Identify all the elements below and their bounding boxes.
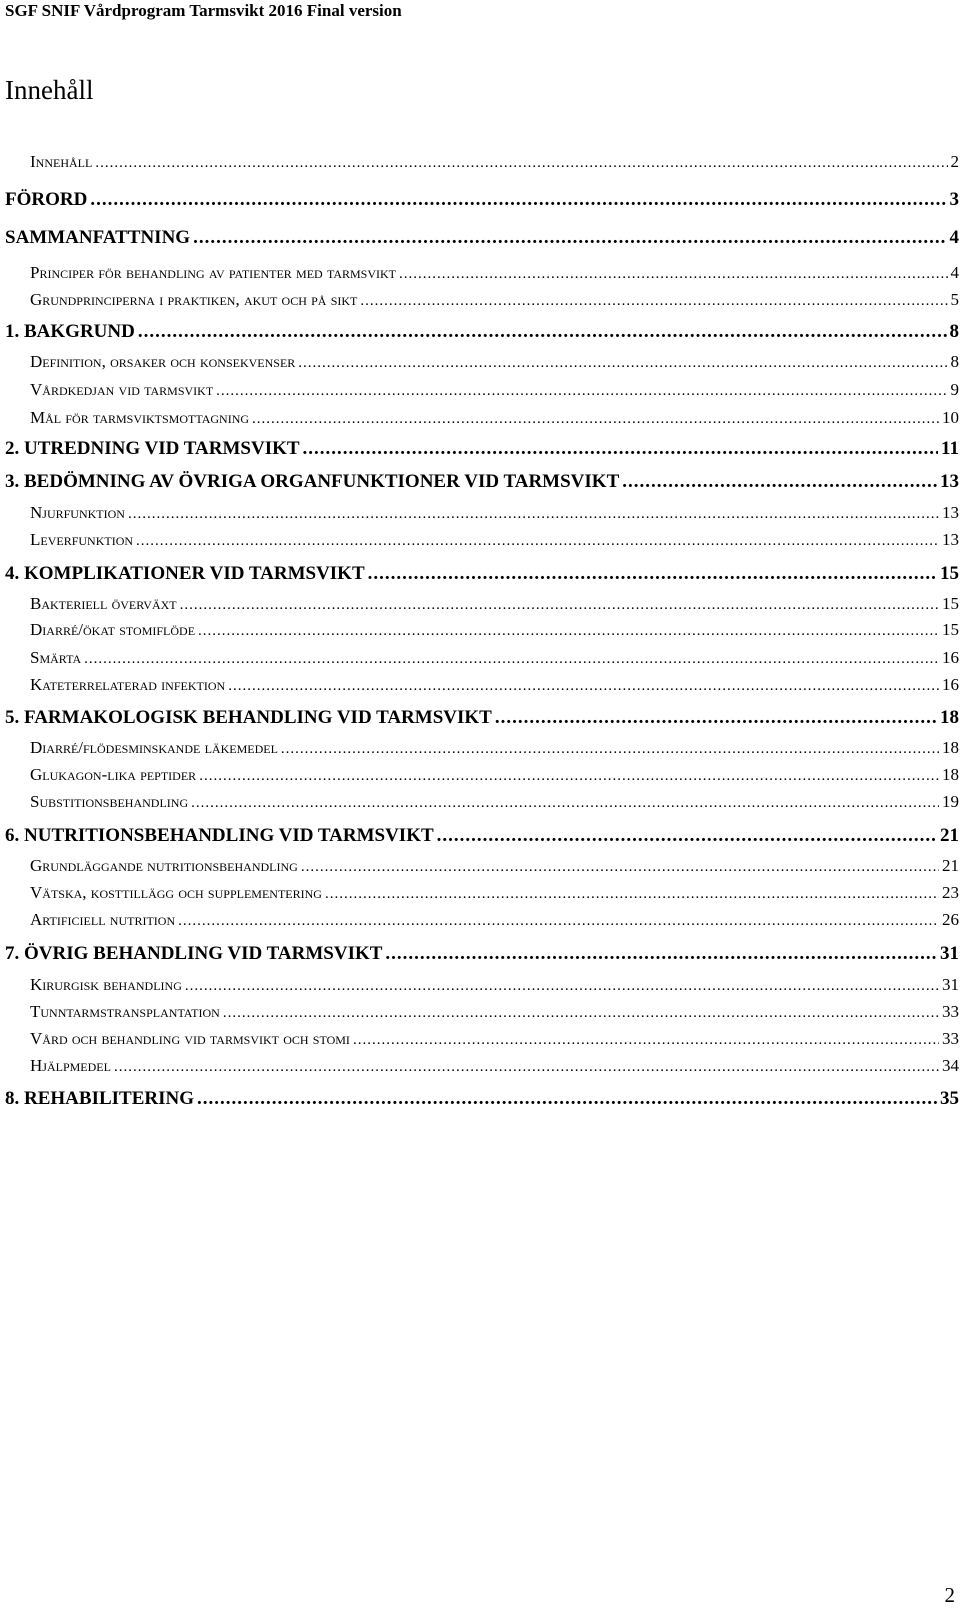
toc-entry-page-number: 3 (949, 189, 959, 210)
toc-section-entry[interactable] (30, 152, 959, 173)
toc-entry-page-number: 31 (940, 943, 959, 964)
document-header: SGF SNIF Vårdprogram Tarmsvikt 2016 Final version (5, 1, 402, 20)
toc-chapter-entry[interactable] (5, 1087, 959, 1111)
toc-dot-leader (301, 857, 939, 877)
toc-entry-label: Innehåll (30, 152, 93, 171)
toc-dot-leader (360, 291, 947, 311)
toc-entry-label: Njurfunktion (30, 503, 125, 522)
toc-entry-label: Diarré/flödesminskande läkemedel (30, 738, 278, 757)
toc-dot-leader (252, 409, 939, 429)
toc-entry-page-number: 21 (940, 825, 959, 846)
toc-entry-page-number: 2 (950, 152, 959, 171)
toc-entry-label: Kirurgisk behandling (30, 975, 182, 994)
toc-dot-leader (114, 1057, 939, 1077)
toc-section-entry[interactable] (30, 352, 959, 373)
toc-dot-leader (95, 153, 947, 173)
toc-dot-leader (197, 1087, 937, 1111)
toc-section-entry[interactable] (30, 620, 959, 641)
toc-entry-page-number: 11 (941, 438, 959, 459)
toc-section-entry[interactable] (30, 648, 959, 669)
toc-section-entry[interactable] (30, 675, 959, 696)
toc-entry-label: 4. KOMPLIKATIONER VID TARMSVIKT (5, 563, 365, 584)
toc-chapter-entry[interactable] (5, 824, 959, 848)
toc-dot-leader (90, 188, 946, 212)
toc-entry-page-number: 31 (942, 975, 959, 994)
toc-entry-label: Hjälpmedel (30, 1056, 111, 1075)
toc-section-entry[interactable] (30, 594, 959, 615)
toc-entry-label: Substitionsbehandling (30, 792, 189, 811)
toc-entry-label: Leverfunktion (30, 530, 134, 549)
toc-entry-page-number: 34 (942, 1056, 959, 1075)
toc-chapter-entry[interactable] (5, 942, 959, 966)
toc-entry-label: Principer för behandling av patienter med tarmsvikt (30, 263, 397, 282)
toc-entry-label: 8. REHABILITERING (5, 1088, 194, 1109)
page-number: 2 (944, 1583, 955, 1607)
toc-chapter-entry[interactable] (5, 470, 959, 494)
toc-entry-label: Tunntarmstransplantation (30, 1002, 220, 1021)
toc-dot-leader (281, 739, 939, 759)
toc-entry-page-number: 33 (942, 1002, 959, 1021)
toc-entry-label: Kateterrelaterad infektion (30, 675, 226, 694)
toc-entry-label: Vårdkedjan vid tarmsvikt (30, 380, 214, 399)
toc-chapter-entry[interactable] (5, 437, 959, 461)
toc-section-entry[interactable] (30, 1002, 959, 1023)
toc-entry-label: Definition, orsaker och konsekvenser (30, 352, 296, 371)
toc-section-entry[interactable] (30, 380, 959, 401)
toc-entry-label: Vård och behandling vid tarmsvikt och stomi (30, 1029, 350, 1048)
toc-section-entry[interactable] (30, 975, 959, 996)
toc-section-entry[interactable] (30, 263, 959, 284)
toc-dot-leader (223, 1003, 939, 1023)
toc-dot-leader (128, 504, 939, 524)
toc-entry-page-number: 10 (942, 408, 959, 427)
toc-dot-leader (138, 320, 947, 344)
toc-dot-leader (325, 884, 939, 904)
toc-entry-page-number: 18 (940, 707, 959, 728)
toc-entry-page-number: 35 (940, 1088, 959, 1109)
toc-dot-leader (353, 1030, 939, 1050)
toc-dot-leader (84, 649, 939, 669)
toc-section-entry[interactable] (30, 530, 959, 551)
toc-entry-page-number: 33 (942, 1029, 959, 1048)
toc-entry-page-number: 13 (942, 530, 959, 549)
page-title: Innehåll (5, 75, 94, 105)
toc-section-entry[interactable] (30, 910, 959, 931)
toc-chapter-entry[interactable] (5, 706, 959, 730)
toc-entry-label: SAMMANFATTNING (5, 227, 191, 248)
toc-dot-leader (368, 562, 937, 586)
toc-dot-leader (198, 621, 939, 641)
table-of-contents (5, 0, 959, 1620)
toc-dot-leader (199, 766, 939, 786)
toc-entry-page-number: 23 (942, 883, 959, 902)
toc-entry-page-number: 13 (942, 503, 959, 522)
toc-section-entry[interactable] (30, 765, 959, 786)
toc-entry-label: Grundprinciperna i praktiken, akut och på sikt (30, 290, 358, 309)
toc-chapter-entry[interactable] (5, 320, 959, 344)
toc-dot-leader (178, 911, 939, 931)
toc-chapter-entry[interactable] (5, 188, 959, 212)
toc-entry-label: Grundläggande nutritionsbehandling (30, 856, 298, 875)
toc-entry-page-number: 18 (942, 738, 959, 757)
toc-entry-label: Bakteriell överväxt (30, 594, 177, 613)
toc-entry-label: Vätska, kosttillägg och supplementering (30, 883, 322, 902)
toc-entry-label: Smärta (30, 648, 82, 667)
toc-dot-leader (622, 470, 937, 494)
toc-entry-label: Diarré/ökat stomiflöde (30, 620, 196, 639)
toc-entry-label: 6. NUTRITIONSBEHANDLING VID TARMSVIKT (5, 825, 434, 846)
toc-section-entry[interactable] (30, 1029, 959, 1050)
toc-entry-page-number: 8 (949, 321, 959, 342)
toc-entry-page-number: 21 (942, 856, 959, 875)
toc-entry-label: Mål för tarmsviktsmottagning (30, 408, 250, 427)
toc-section-entry[interactable] (30, 408, 959, 429)
toc-entry-page-number: 9 (950, 380, 959, 399)
toc-chapter-entry[interactable] (5, 226, 959, 250)
toc-entry-page-number: 4 (950, 263, 959, 282)
toc-entry-page-number: 15 (942, 620, 959, 639)
toc-entry-page-number: 4 (949, 227, 959, 248)
toc-dot-leader (216, 381, 947, 401)
toc-entry-page-number: 15 (940, 563, 959, 584)
toc-section-entry[interactable] (30, 792, 959, 813)
toc-entry-page-number: 16 (942, 648, 959, 667)
toc-entry-page-number: 18 (942, 765, 959, 784)
toc-dot-leader (193, 226, 946, 250)
toc-entry-label: 2. UTREDNING VID TARMSVIKT (5, 438, 300, 459)
toc-dot-leader (191, 793, 939, 813)
toc-entry-label: Glukagon-lika peptider (30, 765, 197, 784)
toc-entry-page-number: 19 (942, 792, 959, 811)
toc-entry-page-number: 13 (940, 471, 959, 492)
toc-entry-label: FÖRORD (5, 189, 88, 210)
toc-section-entry[interactable] (30, 738, 959, 759)
toc-entry-page-number: 5 (950, 290, 959, 309)
toc-dot-leader (180, 595, 939, 615)
toc-dot-leader (385, 942, 937, 966)
toc-entry-label: 3. BEDÖMNING AV ÖVRIGA ORGANFUNKTIONER VID TARMSVIKT (5, 471, 620, 492)
toc-dot-leader (298, 353, 947, 373)
toc-chapter-entry[interactable] (5, 562, 959, 586)
toc-entry-label: 7. ÖVRIG BEHANDLING VID TARMSVIKT (5, 943, 383, 964)
toc-section-entry[interactable] (30, 503, 959, 524)
toc-dot-leader (185, 976, 939, 996)
toc-dot-leader (303, 437, 939, 461)
toc-entry-page-number: 26 (942, 910, 959, 929)
toc-entry-page-number: 16 (942, 675, 959, 694)
toc-section-entry[interactable] (30, 856, 959, 877)
toc-section-entry[interactable] (30, 883, 959, 904)
toc-entry-page-number: 8 (950, 352, 959, 371)
toc-dot-leader (136, 531, 939, 551)
toc-dot-leader (495, 706, 937, 730)
toc-entry-label: 5. FARMAKOLOGISK BEHANDLING VID TARMSVIKT (5, 707, 492, 728)
toc-section-entry[interactable] (30, 290, 959, 311)
toc-entry-page-number: 15 (942, 594, 959, 613)
toc-entry-label: Artificiell nutrition (30, 910, 176, 929)
toc-dot-leader (437, 824, 937, 848)
toc-dot-leader (399, 264, 947, 284)
toc-section-entry[interactable] (30, 1056, 959, 1077)
toc-dot-leader (228, 676, 939, 696)
toc-entry-label: 1. BAKGRUND (5, 321, 135, 342)
